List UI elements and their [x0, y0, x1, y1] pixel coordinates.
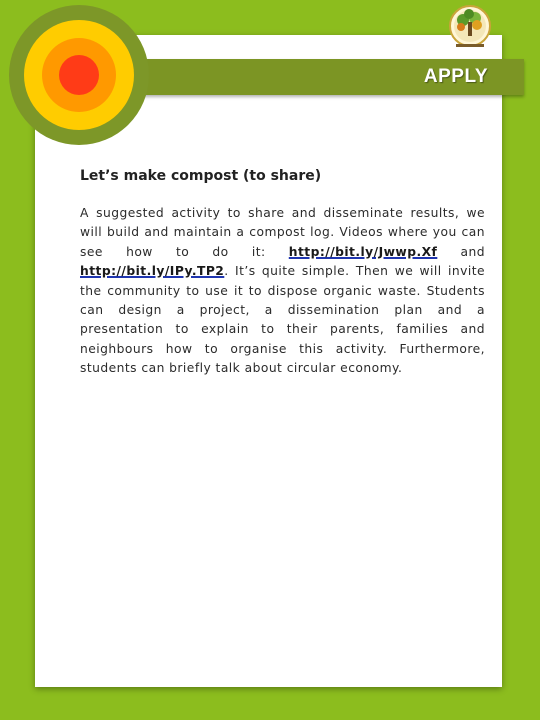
tree-logo-icon — [446, 4, 494, 52]
apply-banner — [118, 59, 524, 95]
paragraph-text-2: and — [437, 244, 485, 259]
apply-label: APPLY — [423, 66, 488, 87]
target-ring-center — [59, 55, 99, 95]
section-heading: Let’s make compost (to share) — [80, 168, 322, 184]
paragraph-text-3: . It’s quite simple. Then we will invite the community to use it to dispose organic waste. Students can design a project, a dissemination plan and a presentation to explain to their parents, families and neighbours how to organise this activity. Furthermore, students can briefly talk about circular economy. — [80, 264, 485, 376]
compost-video-link-2[interactable]: http://bit.ly/IPy.TP2 — [80, 264, 225, 279]
body-paragraph — [80, 204, 485, 379]
paragraph-text-1: A suggested activity to share and disseminate results, we will build and maintain a compost log. Videos where you can see how to do it: — [80, 206, 485, 259]
content-area — [80, 168, 485, 379]
compost-video-link-1[interactable]: http://bit.ly/Jwwp.Xf — [288, 244, 438, 259]
